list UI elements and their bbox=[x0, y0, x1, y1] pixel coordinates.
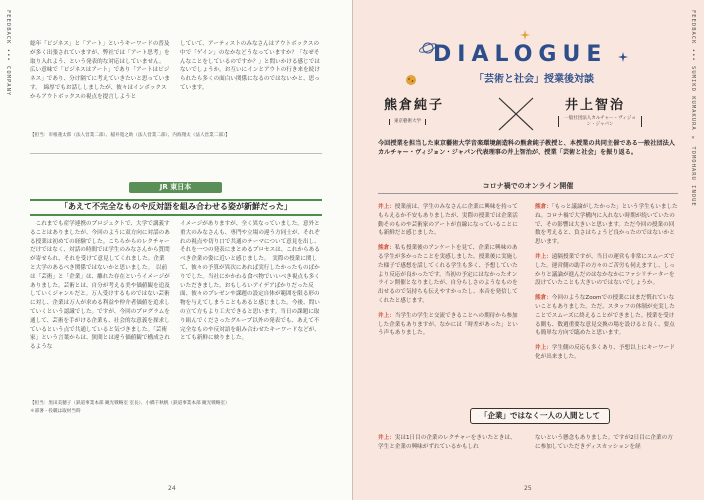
dialogue-turn bbox=[378, 203, 521, 238]
speaker-label: 井上： bbox=[535, 345, 552, 352]
left-body-column-1: これまでも産学連携のプロジェクトで、大学で講義することはありましたが、今回のように双方向に対話のある授業は初めての経験でした。こちらからのレクチャーだけではなく、対話の時間では学生のみなさんから質問が寄せられ、それを受けて意見してくれました。企業と大学のあるべき関係ではないかと思いました。 以前は「芸術」と「企業」は、離れた存在というイメージがありました。芸術とは、自分が考える美や価値観を追及していくジャンルだと。万人受けするものではない芸術に対し、企業は万人が求める利益や仲介者価値を追求していくという認識でした。ですが、今回のプログラムを通して、芸術を手がける企業も、社会的な意義を探求しているという点で共通していると気づきました。「芸術家」という言葉からは、狭間とは違う価値観で構成されるような bbox=[30, 221, 170, 351]
headline-rule-bottom bbox=[30, 214, 322, 216]
cross-mark-icon bbox=[497, 96, 535, 132]
person1-name: 熊倉純子 bbox=[384, 98, 445, 113]
company-pill: JR 東日本 bbox=[129, 182, 222, 193]
turn-text: 今回のようなZoomでの授業にはまだ慣れていないこともありました。ただ、スタッフの体制が充実したことでスムーズに終えることができました。授業を受ける側も、数週重要な意見交換の場を設けると良く、要点も簡単な方向で臨めたと思います。 bbox=[535, 295, 675, 337]
left-body-credit: 【担当：黒田美穂子（鉄道事業本部 観光戦略室 室長）、小橋千秋帆（鉄道事業本部 観光戦略室） bbox=[30, 401, 230, 406]
turn-text: 学生側の反応も多くあり、予想以上にキーワード化が出来ました。 bbox=[535, 345, 675, 360]
dialogue-turn bbox=[535, 253, 678, 288]
speaker-label: 熊倉： bbox=[535, 204, 552, 210]
turn-text: 実は1日目の企業のレクチャーをきいたときは、学生と企業の興味がずれているかもしれ bbox=[378, 435, 516, 450]
turn-text: 遠隔授業ですが、当日の運営も非常にスムーズでした。運営側の助手の方々のご苦労も伺えますし、しっかりと議論が進んだのはなかなかにファシリテーターを設けていたことも大きいのではないでしょうか。 bbox=[535, 253, 675, 287]
cookie-icon bbox=[404, 73, 418, 87]
turn-text: 「もっと議論がしたかった」という学生もいましたね。コロナ禍で大学構内に入れない時期が続いていたので、その影響は大きいと思います。ただ今回の授業の回数を考えると、負さはちょうど良かったのではないかと思います。 bbox=[535, 204, 678, 246]
speaker-label: 井上： bbox=[378, 204, 395, 210]
dialogue-turn bbox=[378, 244, 521, 306]
speaker-label: 熊倉： bbox=[378, 245, 395, 252]
left-divider bbox=[30, 153, 322, 154]
section1-heading: コロナ禍でのオンライン開催 bbox=[482, 182, 574, 190]
dialogue-intro: 今回授業を担当した東京藝術大学音楽環境創造科の熊倉純子教授と、本授業の共同主催である一般社団法人カルチャー・ヴィジョン・ジャパン代表理事の井上智治が、授業「芸術と社会」を振り返る。 bbox=[378, 140, 675, 157]
left-body-credit-note: ＊部署・役職は取材当時 bbox=[30, 409, 81, 414]
left-side-header: FEEDBACK ••• COMPANY bbox=[5, 10, 11, 97]
dialogue-column-1 bbox=[378, 203, 521, 401]
left-top-column-1: 総年「ビジネス」と「アート」というキーワードの普及が多く出張されていますが、弊社では「アート思考」を取り入れよう、という発表的な対応はしていません。広い意味で「ビジネスはアート」であり「アートはビジネス」であり、分け隔てに考えていきたいと思っています。 綿厚でもお話ししましたが、彼々はインボックスからアウトボックスの視点を提言しようと bbox=[30, 41, 170, 100]
person1-affiliation: 東京藝術大学 bbox=[389, 119, 426, 125]
person2-affiliation: 一般社団法人カルチャー・ヴィジョン・ジャパン bbox=[558, 116, 642, 127]
turn-text: 私も授業後のアンケートを見て、企業に興味のある学生が多かったことを実感しました。授業後に実施した様子で感想を話してくれる学生も多く、予想していたより反応が良かったです。当初の予定にはなかったオンライン開催となりましたが、自分らしさのようなものを出せるので気持ちも伝えやすかったし、本音を発信してくれたと感じます。 bbox=[378, 245, 518, 304]
right-side-header: FEEDBACK ••• SUMIKO KUMAKURA × TOMOHARU INOUE bbox=[690, 10, 696, 207]
dialogue-turn bbox=[535, 344, 678, 362]
speaker-label: 井上： bbox=[378, 312, 395, 319]
section2-heading-box: 「企業」ではなく一人の人間として bbox=[470, 408, 610, 424]
speaker-label: 井上： bbox=[378, 435, 395, 441]
speaker-label: 井上： bbox=[535, 253, 552, 260]
bottom-column-2: ないという懸念もありました。ですが2日目に企業の方に参加していただきディスカッションを経 bbox=[535, 435, 673, 450]
person2-name: 井上智治 bbox=[565, 98, 626, 113]
section1-rule bbox=[378, 193, 678, 194]
left-headline: 「あえて不完全なものや反対語を組み合わせる姿が新鮮だった」 bbox=[60, 202, 292, 211]
bottom-column-1 bbox=[378, 434, 521, 462]
left-page-number: 24 bbox=[168, 485, 176, 492]
dialogue-title: DIALOGUE bbox=[433, 42, 608, 67]
turn-text: 授業前は、学生のみなさんに企業に興味を持ってもらえるか不安もありましたが、実際の授業では企業活動そのものや芸術家のアートが直線になっていることにも新鮮だと感じました。 bbox=[378, 204, 518, 237]
left-body-column-2: イメージがありますが、全く異なっていました。意外と重大のみなさんも、専門や立場の違う方同士が、それぞれの視点や切り口で共通のテーマについて意見を出し、それを一つの発表にまとめるプロセスは、これからあるべき企業の姿に近いと感じました。 実際の授業に関して、彼々の予算が異次にあれば実行したかったものばかりでした。当社にかかわる食べ物でいいべき視点も多くいただきました。おもしろいアイデアばかりだった反面、彼々のプレゼンや課題の設定自体が範囲を限る形の物を与えてしまうこともあると感じました。今後、問いの立て方もより工夫できると思います。当日の課題に取り組んでくださったグループ以外の発表でも、あえて不完全なものや反対語を組み合わせたキーワードなどが、とても新鮮に映りました。 bbox=[180, 221, 320, 342]
star-icon bbox=[520, 30, 530, 40]
turn-text: 当学生の学生と交流できることへの期待から参加した企業もありますが、なかには「時差があった」という声もありました。 bbox=[378, 312, 518, 337]
dialogue-turn bbox=[535, 294, 678, 338]
right-page-number: 25 bbox=[524, 485, 532, 492]
left-top-credit: 【担当：市根蓮太郎（法人営業二部）、稲井寛之助（法人営業二部）、内海翔太（法人営業二部）】 bbox=[30, 133, 230, 138]
dialogue-turn bbox=[535, 203, 678, 247]
speaker-label: 熊倉： bbox=[535, 295, 552, 302]
left-top-column-2: していて、アーティストのみなさんはアウトボックスの中で「ゲイン」のなかなどうなっていますか？「なぜそんなことをしているのですか？」と問いかける感じではないでしょうか。お互いにインとアウトの行き来を続けられたら多くの面白い関係になるのではないかと、思っています。 bbox=[180, 41, 320, 91]
dialogue-turn bbox=[378, 312, 521, 338]
dialogue-column-2 bbox=[535, 203, 678, 401]
dialogue-subtitle: 「芸術と社会」授業後対談 bbox=[474, 74, 594, 85]
